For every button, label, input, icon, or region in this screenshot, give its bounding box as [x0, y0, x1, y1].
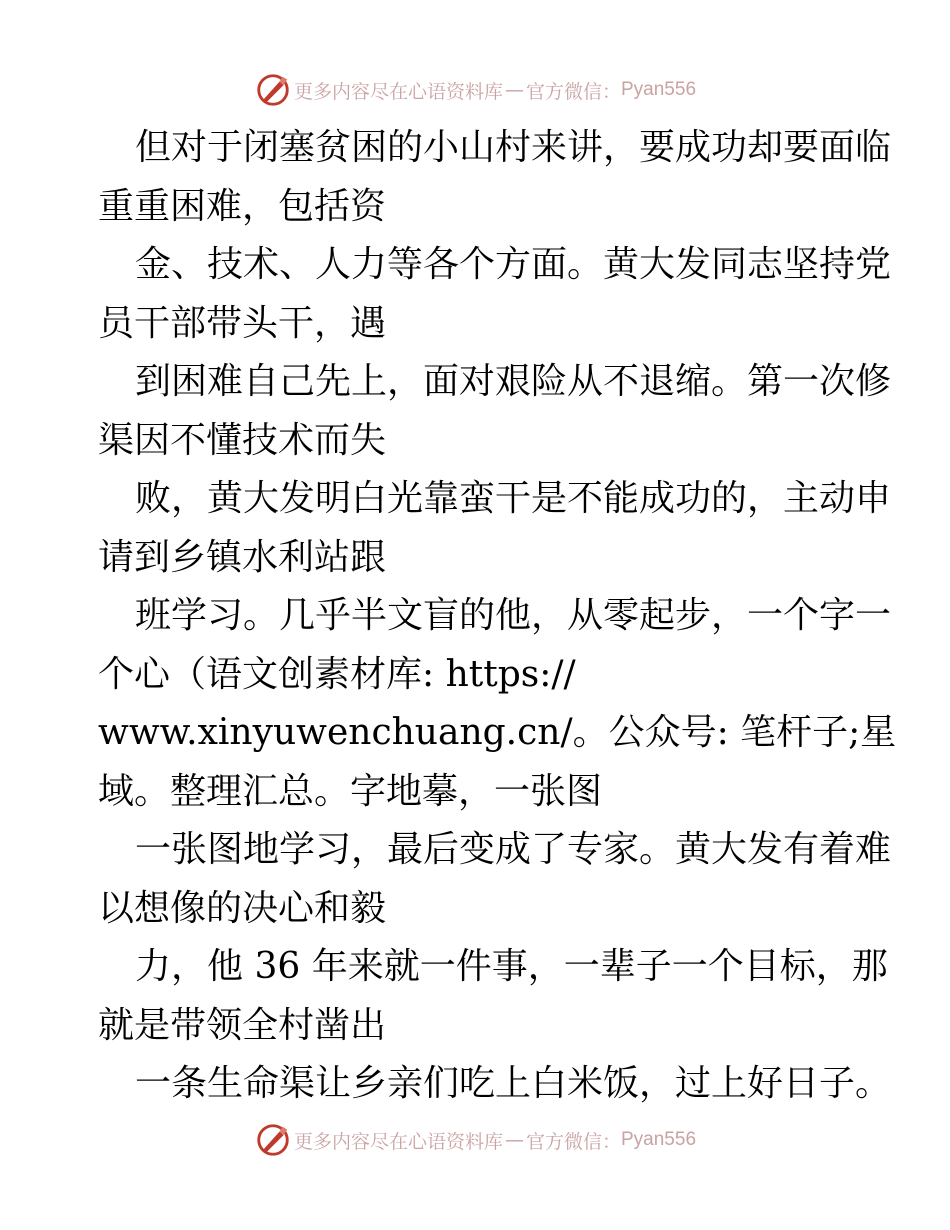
watermark-text: 更多内容尽在心语资料库 [293, 80, 503, 103]
text-line: 重重困难，包括资 [98, 185, 387, 227]
text-line: 以想像的决心和毅 [98, 887, 387, 929]
watermark-id: Pyan556 [621, 1129, 697, 1150]
text-line: 败，黄大发明白光靠蛮干是不能成功的，主动申 [135, 478, 892, 519]
watermark-id: Pyan556 [621, 79, 697, 100]
watermark-label: 官方微信： [525, 80, 621, 103]
text-line: 就是带领全村凿出 [98, 1004, 387, 1046]
watermark-footer [0, 1120, 950, 1160]
text-line: 渠因不懂技术而失 [98, 419, 387, 461]
text-line: 力，他 36 年来就一件事，一辈子一个目标，那 [135, 946, 888, 987]
watermark-separator: — [504, 79, 524, 101]
text-line: 一条生命渠让乡亲们吃上白米饭，过上好日子。 [135, 1063, 892, 1104]
body-text [98, 119, 897, 1114]
text-line: 域。整理汇总。字地摹，一张图 [98, 770, 603, 812]
pen-logo-icon [254, 1121, 292, 1159]
text-line: 金、技术、人力等各个方面。黄大发同志坚持党 [135, 244, 892, 285]
watermark-text: 更多内容尽在心语资料库 [293, 1130, 503, 1153]
text-line: 班学习。几乎半文盲的他，从零起步，一个字一 [135, 595, 892, 636]
text-line: 个心（语文创素材库: https:// [98, 653, 576, 695]
watermark-separator: — [504, 1129, 524, 1151]
pen-logo-icon [254, 71, 292, 109]
text-line: 员干部带头干，遇 [98, 302, 387, 344]
text-line: 一张图地学习，最后变成了专家。黄大发有着难 [135, 829, 892, 870]
watermark-label: 官方微信： [525, 1130, 621, 1153]
text-line: www.xinyuwenchuang.cn/。公众号: 笔杆子;星 [98, 712, 897, 753]
text-line: 但对于闭塞贫困的小山村来讲，要成功却要面临 [135, 127, 892, 168]
text-line: 请到乡镇水利站跟 [98, 536, 387, 578]
text-line: 到困难自己先上，面对艰险从不退缩。第一次修 [135, 361, 892, 402]
watermark-header [0, 70, 950, 110]
